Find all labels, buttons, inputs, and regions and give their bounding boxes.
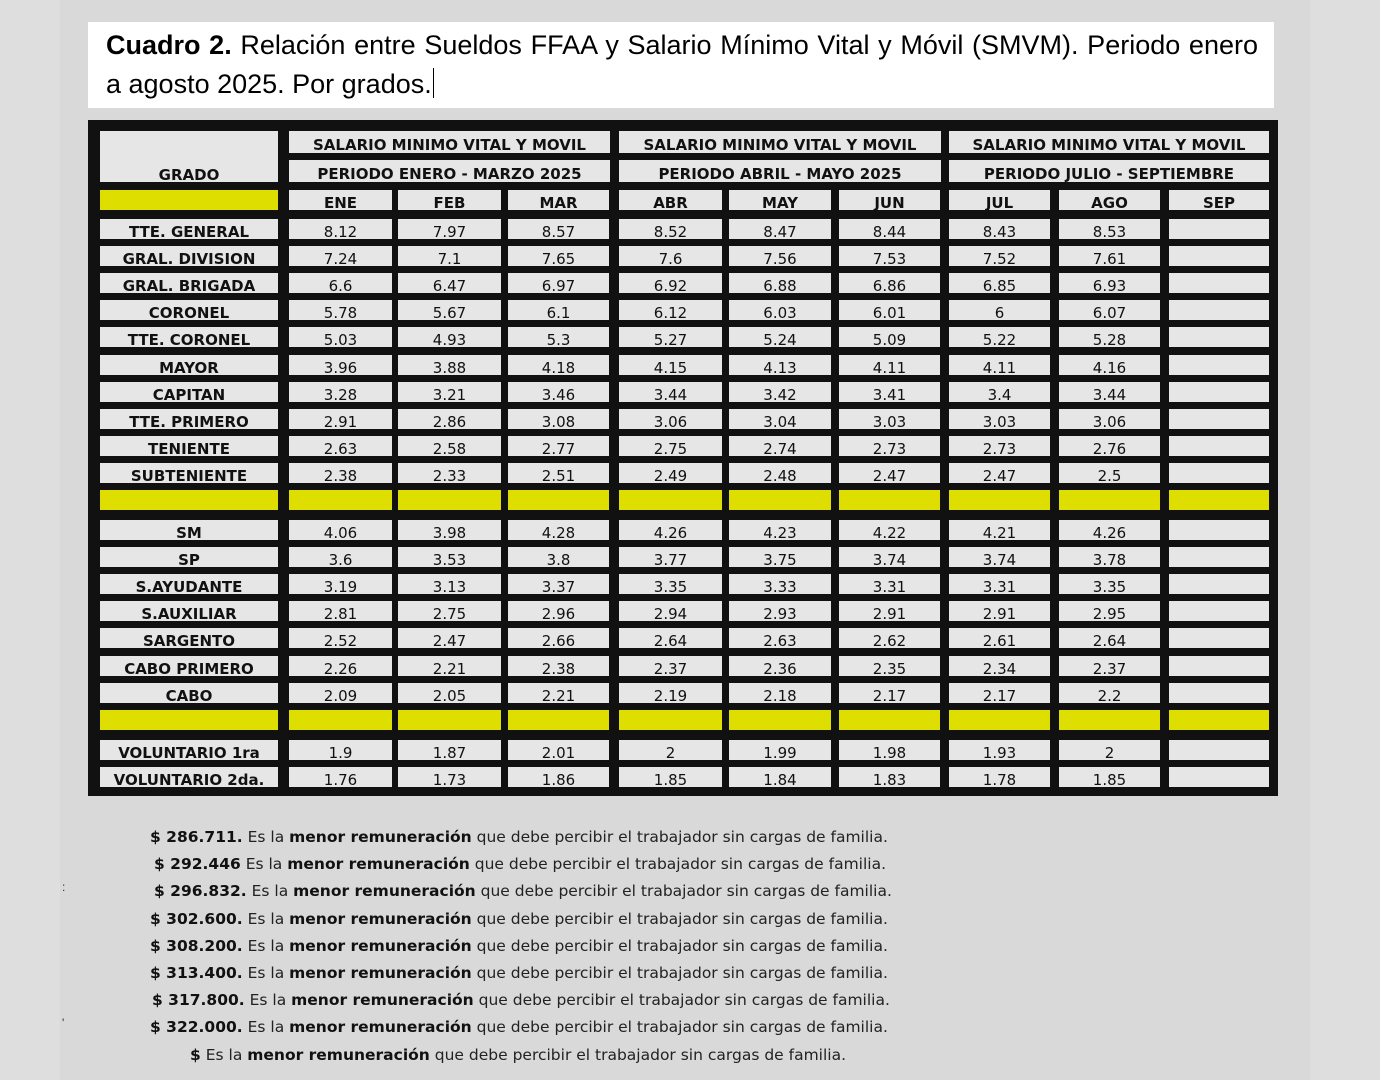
value-cell: 2.47	[398, 628, 501, 648]
value-cell: 8.57	[508, 219, 609, 239]
group-header-period: PERIODO JULIO - SEPTIEMBRE	[949, 160, 1269, 182]
value-cell: 3.19	[289, 574, 392, 594]
note-text: Es la	[242, 937, 290, 955]
value-cell: 3.4	[949, 382, 1050, 402]
note-text: que debe percibir el trabajador sin cargas de familia.	[471, 964, 888, 982]
value-cell: 4.23	[729, 520, 831, 540]
value-cell: 2.96	[508, 601, 609, 621]
yellow-separator	[1059, 490, 1160, 510]
value-cell: 2.18	[729, 683, 831, 703]
yellow-separator	[508, 490, 609, 510]
value-cell: 2.51	[508, 463, 609, 483]
yellow-separator	[508, 710, 609, 730]
value-cell: 6.93	[1059, 273, 1160, 293]
value-cell: 2.38	[508, 656, 609, 676]
value-cell: 2.93	[729, 601, 831, 621]
value-cell: 3.88	[398, 355, 501, 375]
value-cell: 3.46	[508, 382, 609, 402]
value-cell: 2	[1059, 740, 1160, 760]
grado-cell: SARGENTO	[100, 628, 278, 648]
month-header: MAY	[729, 190, 831, 210]
value-cell	[1169, 219, 1269, 239]
note-emphasis: menor remuneración	[247, 1046, 430, 1064]
group-header-period: PERIODO ABRIL - MAYO 2025	[619, 160, 941, 182]
value-cell: 5.78	[289, 300, 392, 320]
month-header: SEP	[1169, 190, 1269, 210]
value-cell: 6.6	[289, 273, 392, 293]
note-text: Es la	[244, 991, 292, 1009]
value-cell: 1.98	[839, 740, 940, 760]
value-cell: 1.85	[619, 767, 722, 787]
yellow-separator	[1059, 710, 1160, 730]
value-cell: 6	[949, 300, 1050, 320]
value-cell: 5.22	[949, 327, 1050, 347]
note-emphasis: menor remuneración	[293, 882, 476, 900]
value-cell: 2.36	[729, 656, 831, 676]
value-cell: 2.52	[289, 628, 392, 648]
value-cell: 4.28	[508, 520, 609, 540]
value-cell: 2.77	[508, 436, 609, 456]
note-amount: $ 296.832.	[154, 882, 247, 900]
grado-cell: S.AYUDANTE	[100, 574, 278, 594]
yellow-marker	[100, 190, 278, 210]
value-cell: 2.61	[949, 628, 1050, 648]
note-text: que debe percibir el trabajador sin cargas de familia.	[475, 882, 892, 900]
value-cell: 2.34	[949, 656, 1050, 676]
note-amount: $ 302.600.	[150, 910, 243, 928]
value-cell: 8.12	[289, 219, 392, 239]
month-header: ENE	[289, 190, 392, 210]
value-cell: 2.62	[839, 628, 940, 648]
value-cell: 3.74	[949, 547, 1050, 567]
value-cell: 7.53	[839, 246, 940, 266]
grado-cell: TTE. CORONEL	[100, 327, 278, 347]
value-cell: 2.47	[949, 463, 1050, 483]
value-cell	[1169, 520, 1269, 540]
value-cell: 2.91	[289, 409, 392, 429]
value-cell: 4.11	[839, 355, 940, 375]
month-header: FEB	[398, 190, 501, 210]
value-cell: 2.81	[289, 601, 392, 621]
note-text: Es la	[242, 964, 290, 982]
value-cell: 3.28	[289, 382, 392, 402]
value-cell: 5.24	[729, 327, 831, 347]
value-cell: 7.97	[398, 219, 501, 239]
value-cell: 2.75	[398, 601, 501, 621]
value-cell: 2.58	[398, 436, 501, 456]
value-cell: 3.37	[508, 574, 609, 594]
note-amount: $ 313.400.	[150, 964, 243, 982]
value-cell: 2.09	[289, 683, 392, 703]
note-emphasis: menor remuneración	[289, 964, 472, 982]
value-cell: 1.86	[508, 767, 609, 787]
note-text: que debe percibir el trabajador sin cargas de familia.	[471, 937, 888, 955]
value-cell	[1169, 327, 1269, 347]
grado-cell: GRAL. BRIGADA	[100, 273, 278, 293]
value-cell: 3.96	[289, 355, 392, 375]
value-cell: 5.09	[839, 327, 940, 347]
value-cell: 4.16	[1059, 355, 1160, 375]
yellow-separator	[729, 490, 831, 510]
value-cell: 2.64	[1059, 628, 1160, 648]
value-cell: 2.73	[839, 436, 940, 456]
month-header: MAR	[508, 190, 609, 210]
value-cell: 2.49	[619, 463, 722, 483]
value-cell: 3.6	[289, 547, 392, 567]
value-cell	[1169, 300, 1269, 320]
value-cell: 6.12	[619, 300, 722, 320]
yellow-separator	[949, 710, 1050, 730]
value-cell	[1169, 355, 1269, 375]
month-header: ABR	[619, 190, 722, 210]
value-cell: 7.61	[1059, 246, 1160, 266]
grado-cell: TTE. PRIMERO	[100, 409, 278, 429]
note-line	[190, 1042, 846, 1069]
note-emphasis: menor remuneración	[291, 991, 474, 1009]
value-cell: 2.2	[1059, 683, 1160, 703]
value-cell: 3.21	[398, 382, 501, 402]
value-cell: 6.03	[729, 300, 831, 320]
note-text: Es la	[242, 828, 290, 846]
value-cell: 3.44	[619, 382, 722, 402]
note-line	[152, 987, 890, 1014]
note-emphasis: menor remuneración	[289, 828, 472, 846]
note-emphasis: menor remuneración	[289, 1018, 472, 1036]
value-cell: 3.08	[508, 409, 609, 429]
value-cell: 2.17	[949, 683, 1050, 703]
value-cell: 2.47	[839, 463, 940, 483]
value-cell: 7.56	[729, 246, 831, 266]
value-cell: 1.76	[289, 767, 392, 787]
note-line	[150, 906, 888, 933]
value-cell: 1.78	[949, 767, 1050, 787]
note-text: que debe percibir el trabajador sin cargas de familia.	[469, 855, 887, 873]
value-cell: 2.38	[289, 463, 392, 483]
value-cell: 2.75	[619, 436, 722, 456]
value-cell: 2.21	[508, 683, 609, 703]
value-cell: 3.04	[729, 409, 831, 429]
value-cell: 7.24	[289, 246, 392, 266]
value-cell: 3.98	[398, 520, 501, 540]
grado-cell: S.AUXILIAR	[100, 601, 278, 621]
note-amount: $ 322.000.	[150, 1018, 243, 1036]
value-cell: 2.19	[619, 683, 722, 703]
value-cell: 5.03	[289, 327, 392, 347]
value-cell	[1169, 463, 1269, 483]
margin-mark: :	[62, 880, 66, 894]
value-cell: 5.3	[508, 327, 609, 347]
note-line	[150, 933, 888, 960]
note-text: Es la	[240, 855, 288, 873]
value-cell: 2.37	[619, 656, 722, 676]
grado-cell: CORONEL	[100, 300, 278, 320]
value-cell: 6.86	[839, 273, 940, 293]
grado-header: GRADO	[100, 131, 278, 182]
value-cell: 2.95	[1059, 601, 1160, 621]
note-text: que debe percibir el trabajador sin cargas de familia.	[429, 1046, 847, 1064]
value-cell: 2	[619, 740, 722, 760]
value-cell: 4.93	[398, 327, 501, 347]
note-text: Es la	[242, 1018, 290, 1036]
value-cell	[1169, 382, 1269, 402]
yellow-separator	[949, 490, 1050, 510]
value-cell: 7.52	[949, 246, 1050, 266]
value-cell	[1169, 601, 1269, 621]
value-cell: 3.33	[729, 574, 831, 594]
value-cell: 3.78	[1059, 547, 1160, 567]
note-line	[154, 851, 886, 878]
note-text: Es la	[242, 910, 290, 928]
yellow-separator	[1169, 490, 1269, 510]
yellow-separator	[398, 490, 501, 510]
grado-cell: GRAL. DIVISION	[100, 246, 278, 266]
value-cell: 3.31	[839, 574, 940, 594]
month-header: JUL	[949, 190, 1050, 210]
value-cell: 4.15	[619, 355, 722, 375]
value-cell: 2.01	[508, 740, 609, 760]
value-cell: 8.44	[839, 219, 940, 239]
note-text: que debe percibir el trabajador sin cargas de familia.	[471, 910, 888, 928]
value-cell: 3.31	[949, 574, 1050, 594]
value-cell: 3.74	[839, 547, 940, 567]
value-cell: 3.35	[1059, 574, 1160, 594]
value-cell: 8.43	[949, 219, 1050, 239]
value-cell: 3.35	[619, 574, 722, 594]
value-cell: 4.11	[949, 355, 1050, 375]
value-cell: 2.35	[839, 656, 940, 676]
grado-cell: SP	[100, 547, 278, 567]
grado-cell: TTE. GENERAL	[100, 219, 278, 239]
note-amount: $ 308.200.	[150, 937, 243, 955]
note-amount: $ 292.446	[154, 855, 241, 873]
value-cell: 6.88	[729, 273, 831, 293]
note-text: que debe percibir el trabajador sin cargas de familia.	[471, 1018, 888, 1036]
value-cell: 2.74	[729, 436, 831, 456]
value-cell: 1.93	[949, 740, 1050, 760]
value-cell	[1169, 628, 1269, 648]
value-cell: 2.5	[1059, 463, 1160, 483]
value-cell: 7.1	[398, 246, 501, 266]
value-cell: 4.06	[289, 520, 392, 540]
value-cell: 7.6	[619, 246, 722, 266]
value-cell: 4.13	[729, 355, 831, 375]
note-amount: $ 317.800.	[152, 991, 245, 1009]
value-cell: 2.73	[949, 436, 1050, 456]
value-cell: 8.53	[1059, 219, 1160, 239]
yellow-separator	[1169, 710, 1269, 730]
value-cell: 3.8	[508, 547, 609, 567]
yellow-separator	[839, 710, 940, 730]
month-header: AGO	[1059, 190, 1160, 210]
yellow-separator	[619, 710, 722, 730]
value-cell	[1169, 656, 1269, 676]
value-cell: 2.91	[839, 601, 940, 621]
value-cell: 4.26	[1059, 520, 1160, 540]
yellow-separator	[729, 710, 831, 730]
value-cell	[1169, 246, 1269, 266]
value-cell: 6.07	[1059, 300, 1160, 320]
value-cell: 3.13	[398, 574, 501, 594]
value-cell: 5.27	[619, 327, 722, 347]
value-cell	[1169, 273, 1269, 293]
note-amount: $	[190, 1046, 201, 1064]
value-cell: 5.67	[398, 300, 501, 320]
value-cell: 6.97	[508, 273, 609, 293]
grado-cell: TENIENTE	[100, 436, 278, 456]
value-cell	[1169, 547, 1269, 567]
value-cell: 3.77	[619, 547, 722, 567]
value-cell: 6.85	[949, 273, 1050, 293]
note-emphasis: menor remuneración	[289, 937, 472, 955]
value-cell: 3.53	[398, 547, 501, 567]
value-cell: 6.1	[508, 300, 609, 320]
value-cell: 5.28	[1059, 327, 1160, 347]
note-line	[154, 878, 892, 905]
value-cell	[1169, 683, 1269, 703]
value-cell: 3.06	[619, 409, 722, 429]
table-caption	[106, 26, 1258, 104]
value-cell: 4.21	[949, 520, 1050, 540]
text-cursor	[433, 68, 434, 98]
value-cell: 3.44	[1059, 382, 1160, 402]
caption-box	[88, 22, 1274, 108]
grado-cell: VOLUNTARIO 1ra	[100, 740, 278, 760]
grado-cell: SM	[100, 520, 278, 540]
value-cell: 1.9	[289, 740, 392, 760]
yellow-separator	[100, 710, 278, 730]
value-cell: 2.17	[839, 683, 940, 703]
margin-mark: '	[62, 1016, 65, 1030]
value-cell	[1169, 409, 1269, 429]
value-cell	[1169, 767, 1269, 787]
value-cell: 1.73	[398, 767, 501, 787]
note-line	[150, 1014, 888, 1041]
value-cell: 2.05	[398, 683, 501, 703]
value-cell: 2.91	[949, 601, 1050, 621]
value-cell: 8.52	[619, 219, 722, 239]
value-cell: 2.37	[1059, 656, 1160, 676]
value-cell: 6.47	[398, 273, 501, 293]
yellow-separator	[839, 490, 940, 510]
grado-cell: MAYOR	[100, 355, 278, 375]
value-cell: 8.47	[729, 219, 831, 239]
value-cell: 2.26	[289, 656, 392, 676]
value-cell	[1169, 436, 1269, 456]
note-text: Es la	[246, 882, 294, 900]
group-header-period: PERIODO ENERO - MARZO 2025	[289, 160, 610, 182]
yellow-separator	[100, 490, 278, 510]
caption-text: Relación entre Sueldos FFAA y Salario Mínimo Vital y Móvil (SMVM). Periodo enero a agosto 2025. Por grados.	[106, 30, 1258, 99]
yellow-separator	[398, 710, 501, 730]
yellow-separator	[619, 490, 722, 510]
grado-cell: CABO	[100, 683, 278, 703]
value-cell: 2.48	[729, 463, 831, 483]
value-cell: 2.63	[729, 628, 831, 648]
value-cell: 3.03	[949, 409, 1050, 429]
value-cell: 1.87	[398, 740, 501, 760]
value-cell: 2.66	[508, 628, 609, 648]
group-header-title: SALARIO MINIMO VITAL Y MOVIL	[949, 131, 1269, 153]
month-header: JUN	[839, 190, 940, 210]
value-cell: 3.03	[839, 409, 940, 429]
grado-cell: CABO PRIMERO	[100, 656, 278, 676]
grado-cell: SUBTENIENTE	[100, 463, 278, 483]
yellow-separator	[289, 490, 392, 510]
value-cell	[1169, 740, 1269, 760]
group-header-title: SALARIO MINIMO VITAL Y MOVIL	[619, 131, 941, 153]
note-line	[150, 824, 888, 851]
value-cell: 6.01	[839, 300, 940, 320]
value-cell: 2.94	[619, 601, 722, 621]
value-cell: 4.22	[839, 520, 940, 540]
value-cell: 6.92	[619, 273, 722, 293]
value-cell: 1.84	[729, 767, 831, 787]
value-cell: 2.86	[398, 409, 501, 429]
value-cell: 3.75	[729, 547, 831, 567]
caption-label: Cuadro 2.	[106, 30, 232, 60]
value-cell: 2.63	[289, 436, 392, 456]
note-emphasis: menor remuneración	[289, 910, 472, 928]
note-text: que debe percibir el trabajador sin cargas de familia.	[473, 991, 890, 1009]
value-cell: 3.41	[839, 382, 940, 402]
grado-cell: VOLUNTARIO 2da.	[100, 767, 278, 787]
grado-cell: CAPITAN	[100, 382, 278, 402]
note-emphasis: menor remuneración	[287, 855, 470, 873]
value-cell: 1.85	[1059, 767, 1160, 787]
value-cell: 4.26	[619, 520, 722, 540]
yellow-separator	[289, 710, 392, 730]
note-text: Es la	[200, 1046, 248, 1064]
value-cell: 1.83	[839, 767, 940, 787]
value-cell: 2.76	[1059, 436, 1160, 456]
group-header-title: SALARIO MINIMO VITAL Y MOVIL	[289, 131, 610, 153]
value-cell: 1.99	[729, 740, 831, 760]
value-cell: 7.65	[508, 246, 609, 266]
salary-ratio-table	[88, 120, 1278, 796]
note-amount: $ 286.711.	[150, 828, 243, 846]
note-line	[150, 960, 888, 987]
note-text: que debe percibir el trabajador sin cargas de familia.	[471, 828, 888, 846]
value-cell: 2.21	[398, 656, 501, 676]
value-cell: 3.42	[729, 382, 831, 402]
value-cell: 3.06	[1059, 409, 1160, 429]
value-cell: 2.64	[619, 628, 722, 648]
value-cell: 2.33	[398, 463, 501, 483]
value-cell: 4.18	[508, 355, 609, 375]
value-cell	[1169, 574, 1269, 594]
